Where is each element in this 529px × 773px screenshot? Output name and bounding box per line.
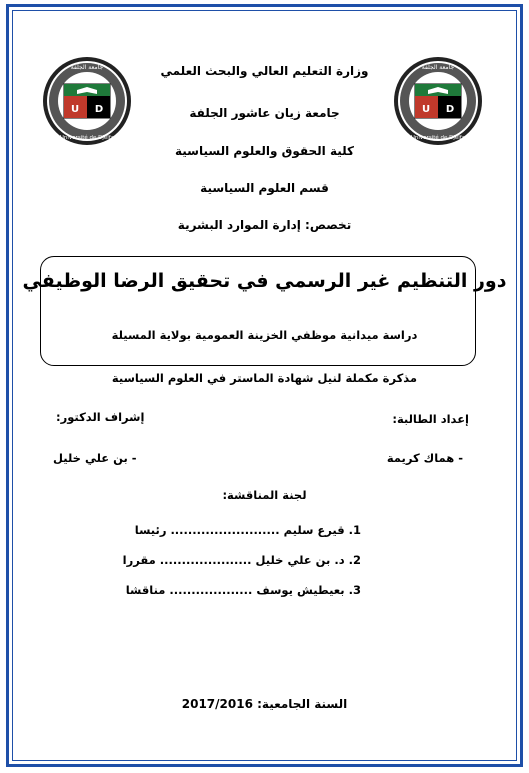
- seal-text-bottom: Université de Djelfa: [410, 135, 466, 141]
- seal-letter-d: D: [94, 104, 104, 115]
- academic-year: السنة الجامعية: 2017/2016: [181, 697, 348, 711]
- seal-text-top: جامعة الجلفة: [70, 64, 104, 71]
- specialization: تخصص: إدارة الموارد البشرية: [177, 218, 352, 232]
- supervisor-label: إشراف الدكتور:: [56, 410, 145, 424]
- department-name: قسم العلوم السياسية: [200, 181, 329, 195]
- memo-description: مذكرة مكملة لنيل شهادة الماستر في العلوم السياسية: [111, 371, 418, 385]
- seal-letter-u: U: [70, 104, 80, 115]
- committee-member-2: 2. د. بن علي خليل ..................... مقررا: [122, 553, 361, 567]
- university-name: جامعة زيان عاشور الجلفة: [189, 106, 340, 120]
- committee-member-3: 3. بعيطيش يوسف ................... مناقشا: [125, 583, 361, 597]
- supervisor-name: - بن علي خليل: [53, 451, 137, 465]
- thesis-subtitle: دراسة ميدانية موظفي الخزينة العمومية بولاية المسيلة: [111, 328, 418, 342]
- thesis-title: دور التنظيم غير الرسمي في تحقيق الرضا الوظيفي: [22, 270, 507, 292]
- committee-label: لجنة المناقشة:: [222, 488, 307, 502]
- seal-text-bottom: Université de Djelfa: [59, 135, 115, 141]
- seal-letter-u: U: [421, 104, 431, 115]
- student-label: إعداد الطالبة:: [392, 412, 469, 426]
- seal-text-top: جامعة الجلفة: [421, 64, 455, 71]
- committee-member-1: 1. قيرع سليم ......................... رئيسا: [134, 523, 361, 537]
- student-name: - هماك كريمة: [386, 451, 463, 465]
- seal-letter-d: D: [445, 104, 455, 115]
- ministry-name: وزارة التعليم العالي والبحث العلمي: [160, 64, 369, 78]
- faculty-name: كلية الحقوق والعلوم السياسية: [174, 144, 355, 158]
